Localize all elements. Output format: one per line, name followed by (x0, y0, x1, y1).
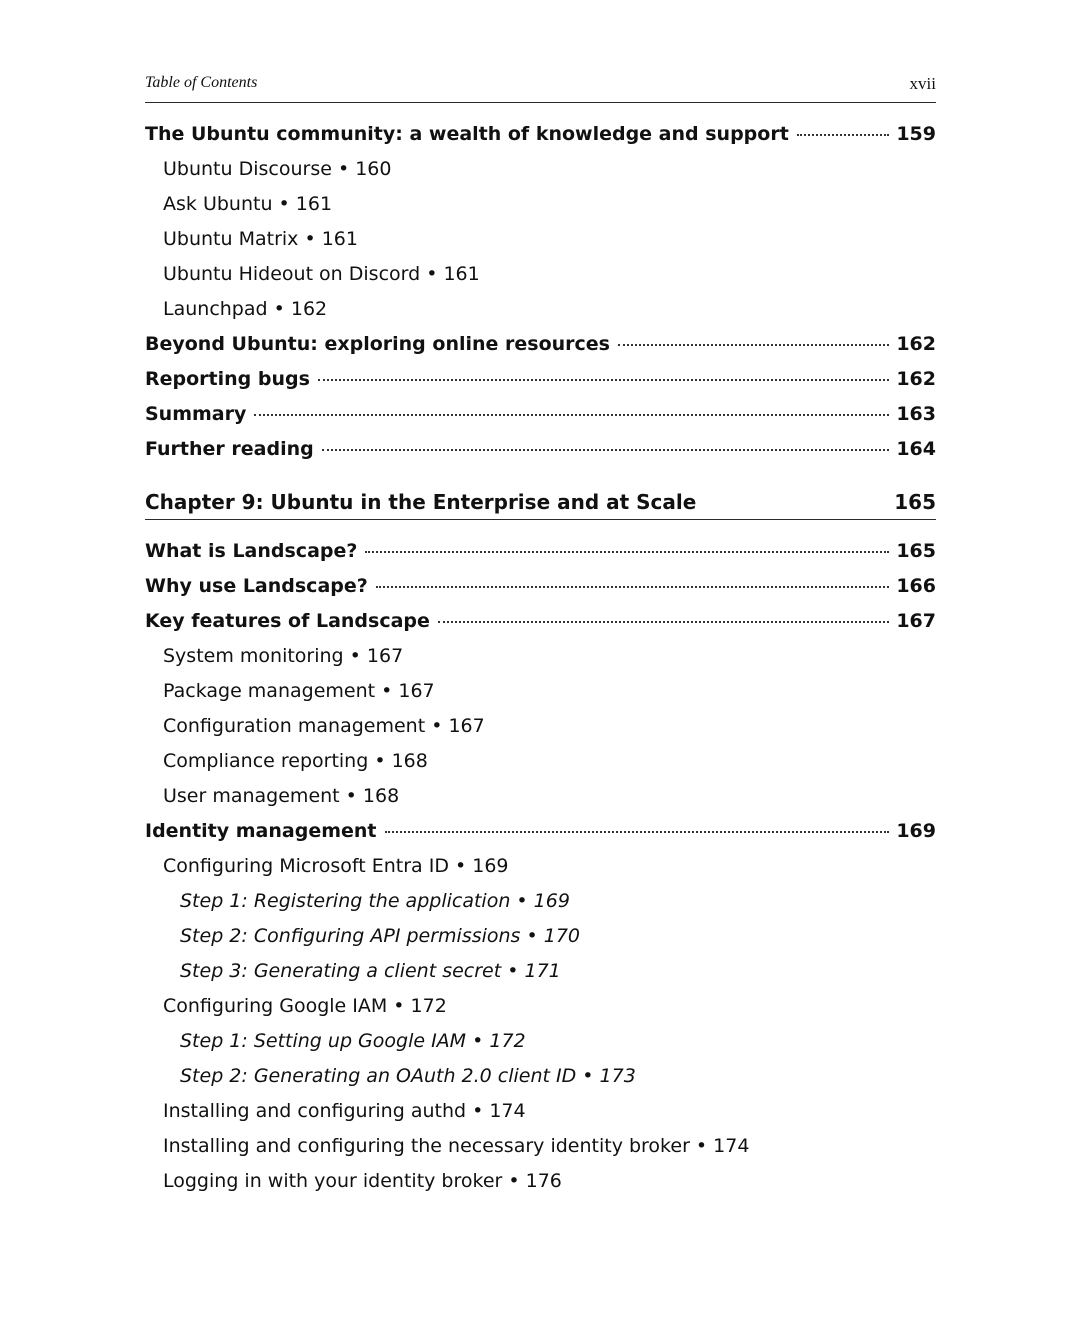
running-header-title: Table of Contents (145, 74, 258, 91)
toc-step-registering-application[interactable]: Step 1: Registering the application • 169 (180, 890, 570, 912)
toc-entry-identity-management[interactable] (145, 814, 936, 849)
toc-entry-key-features[interactable] (145, 604, 936, 639)
toc-entry-page: 164 (896, 438, 936, 460)
toc-entry-title: Key features of Landscape (145, 610, 430, 632)
toc-subentry-system-monitoring[interactable]: System monitoring • 167 (163, 645, 404, 667)
toc-list-section-a (145, 117, 936, 467)
toc-subentry-installing-authd[interactable]: Installing and configuring authd • 174 (163, 1100, 526, 1122)
dot-leader (322, 449, 890, 451)
toc-entry-title: Why use Landscape? (145, 575, 368, 597)
toc-entry-ubuntu-community[interactable] (145, 117, 936, 152)
toc-subentry-launchpad[interactable]: Launchpad • 162 (163, 298, 328, 320)
toc-step-generating-client-secret[interactable]: Step 3: Generating a client secret • 171 (180, 960, 561, 982)
toc-subentry-ubuntu-hideout[interactable]: Ubuntu Hideout on Discord • 161 (163, 263, 480, 285)
toc-entry-title: The Ubuntu community: a wealth of knowledge and support (145, 123, 789, 145)
toc-subentry-user-management[interactable]: User management • 168 (163, 785, 400, 807)
toc-subentry-installing-identity-broker[interactable]: Installing and configuring the necessary identity broker • 174 (163, 1135, 750, 1157)
toc-entry-beyond-ubuntu[interactable] (145, 327, 936, 362)
toc-entry-further-reading[interactable] (145, 432, 936, 467)
toc-entry-title: Identity management (145, 820, 377, 842)
toc-subentry-ubuntu-matrix[interactable]: Ubuntu Matrix • 161 (163, 228, 358, 250)
toc-entry-title: Beyond Ubuntu: exploring online resources (145, 333, 610, 355)
toc-entry-page: 165 (896, 540, 936, 562)
page-header (145, 72, 936, 103)
toc-entry-page: 162 (896, 333, 936, 355)
toc-subentry-ask-ubuntu[interactable]: Ask Ubuntu • 161 (163, 193, 333, 215)
toc-subentry-logging-in-identity-broker[interactable]: Logging in with your identity broker • 176 (163, 1170, 562, 1192)
toc-entry-summary[interactable] (145, 397, 936, 432)
toc-entry-page: 163 (896, 403, 936, 425)
toc-subentry-ubuntu-discourse[interactable]: Ubuntu Discourse • 160 (163, 158, 392, 180)
dot-leader (618, 344, 889, 346)
dot-leader (797, 134, 890, 136)
toc-entry-title: Reporting bugs (145, 368, 310, 390)
toc-subentry-configuration-management[interactable]: Configuration management • 167 (163, 715, 485, 737)
chapter-page: 165 (894, 490, 936, 514)
dot-leader (438, 621, 889, 623)
dot-leader (318, 379, 889, 381)
toc-step-configuring-api-permissions[interactable]: Step 2: Configuring API permissions • 170 (180, 925, 581, 947)
toc-entry-title: Further reading (145, 438, 314, 460)
chapter-heading[interactable] (145, 487, 936, 520)
toc-subentry-package-management[interactable]: Package management • 167 (163, 680, 435, 702)
toc-list-section-b (145, 534, 936, 1199)
dot-leader (385, 831, 890, 833)
toc-entry-page: 167 (896, 610, 936, 632)
toc-entry-page: 169 (896, 820, 936, 842)
toc-entry-reporting-bugs[interactable] (145, 362, 936, 397)
toc-entry-page: 166 (896, 575, 936, 597)
toc-step-generating-oauth-client-id[interactable]: Step 2: Generating an OAuth 2.0 client ID • 173 (180, 1065, 636, 1087)
toc-subentry-microsoft-entra-id[interactable]: Configuring Microsoft Entra ID • 169 (163, 855, 509, 877)
chapter-title: Chapter 9: Ubuntu in the Enterprise and at Scale (145, 490, 697, 514)
toc-entry-title: Summary (145, 403, 247, 425)
dot-leader (376, 586, 890, 588)
toc-subentry-compliance-reporting[interactable]: Compliance reporting • 168 (163, 750, 428, 772)
toc-entry-what-is-landscape[interactable] (145, 534, 936, 569)
toc-step-setting-up-google-iam[interactable]: Step 1: Setting up Google IAM • 172 (180, 1030, 526, 1052)
toc-entry-page: 162 (896, 368, 936, 390)
toc-entry-why-use-landscape[interactable] (145, 569, 936, 604)
toc-entry-title: What is Landscape? (145, 540, 358, 562)
dot-leader (254, 414, 889, 416)
toc-entry-page: 159 (896, 123, 936, 145)
toc-subentry-google-iam[interactable]: Configuring Google IAM • 172 (163, 995, 447, 1017)
page-number: xvii (909, 74, 936, 93)
dot-leader (365, 551, 889, 553)
